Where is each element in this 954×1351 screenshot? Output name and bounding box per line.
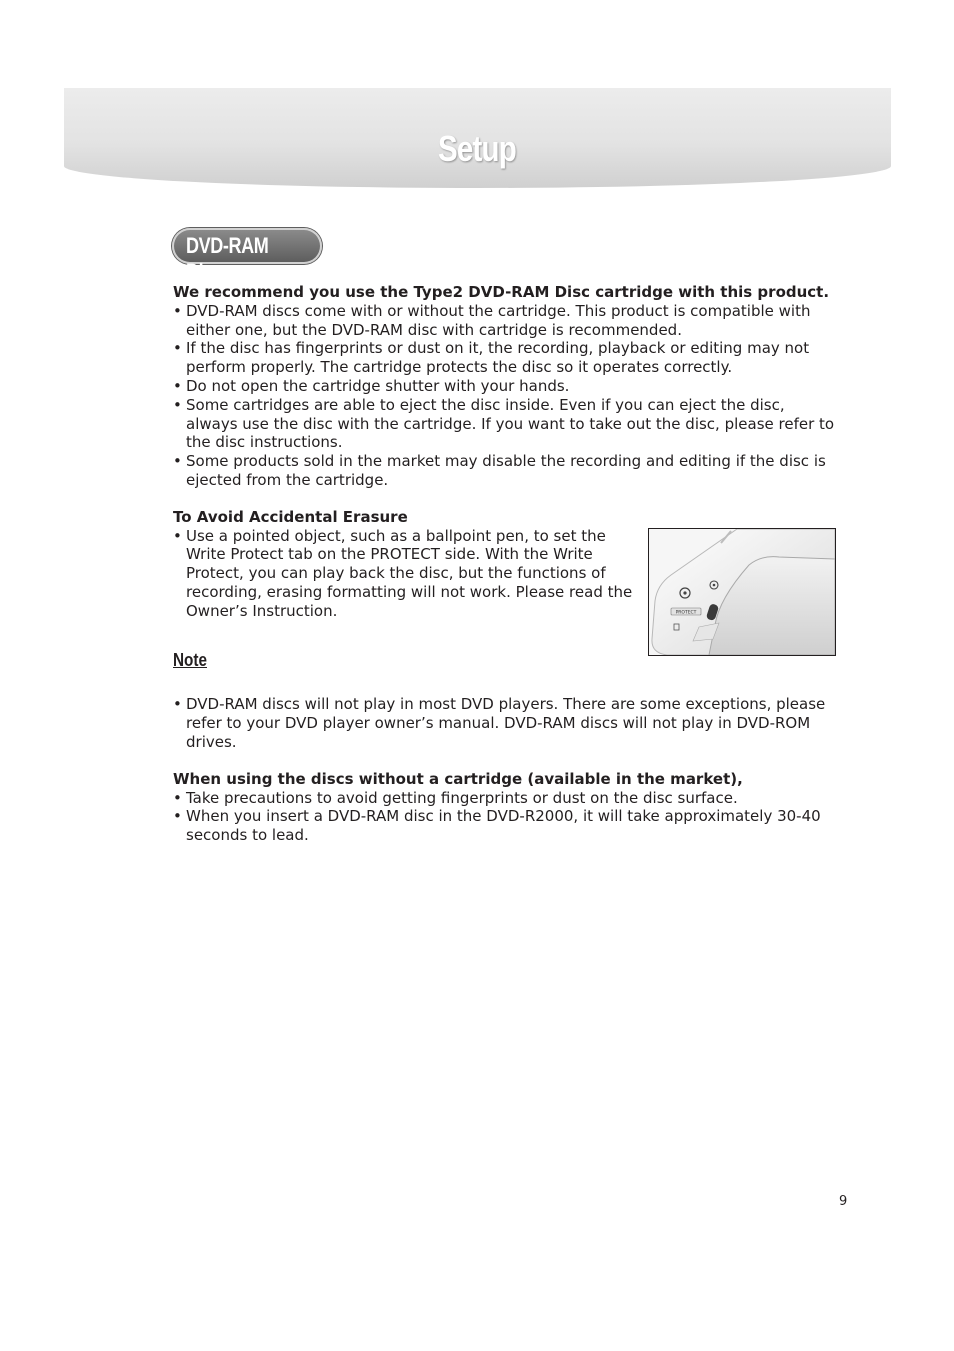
list-item: • DVD-RAM discs will not play in most DVD players. There are some exceptions, please refer to your DVD player owner’s manual. DVD-RAM discs will not play in DVD-ROM drives. bbox=[173, 695, 838, 751]
list-item: • Some products sold in the market may disable the recording and editing if the disc is ejected from the cartridge. bbox=[173, 452, 838, 490]
erasure-heading: To Avoid Accidental Erasure bbox=[173, 507, 408, 526]
no-cartridge-list bbox=[173, 789, 838, 845]
cartridge-photo bbox=[648, 528, 836, 656]
section-title: DVD-RAM Disc bbox=[186, 233, 269, 284]
list-item: • Do not open the cartridge shutter with your hands. bbox=[173, 377, 838, 396]
list-item: • Take precautions to avoid getting fingerprints or dust on the disc surface. bbox=[173, 789, 838, 808]
no-cartridge-heading: When using the discs without a cartridge (available in the market), bbox=[173, 769, 743, 788]
note-list bbox=[173, 695, 838, 751]
list-item: • Use a pointed object, such as a ballpoint pen, to set the Write Protect tab on the PROTECT side. With the Write Protect, you can play back the disc, but the functions of recording, erasing formatting will not work. Please read the Owner’s Instruction. bbox=[173, 527, 648, 621]
erasure-list bbox=[173, 527, 648, 621]
protect-label: PROTECT bbox=[675, 610, 697, 616]
list-item: • If the disc has fingerprints or dust on it, the recording, playback or editing may not perform properly. The cartridge protects the disc so it operates correctly. bbox=[173, 339, 838, 377]
list-item: • DVD-RAM discs come with or without the cartridge. This product is compatible with either one, but the DVD-RAM disc with cartridge is recommended. bbox=[173, 302, 838, 340]
intro-heading: We recommend you use the Type2 DVD-RAM Disc cartridge with this product. bbox=[173, 283, 830, 301]
note-title: Note bbox=[173, 649, 207, 670]
list-item: • Some cartridges are able to eject the disc inside. Even if you can eject the disc, always use the disc with the cartridge. If you want to take out the disc, please refer to the disc instructions. bbox=[173, 396, 838, 452]
page-number: 9 bbox=[839, 1194, 848, 1209]
intro-list bbox=[173, 302, 838, 490]
list-item: • When you insert a DVD-RAM disc in the DVD-R2000, it will take approximately 30-40 seconds to lead. bbox=[173, 807, 838, 845]
page-title: Setup bbox=[438, 128, 516, 169]
cartridge-illustration bbox=[649, 529, 835, 655]
section-badge bbox=[172, 228, 322, 284]
